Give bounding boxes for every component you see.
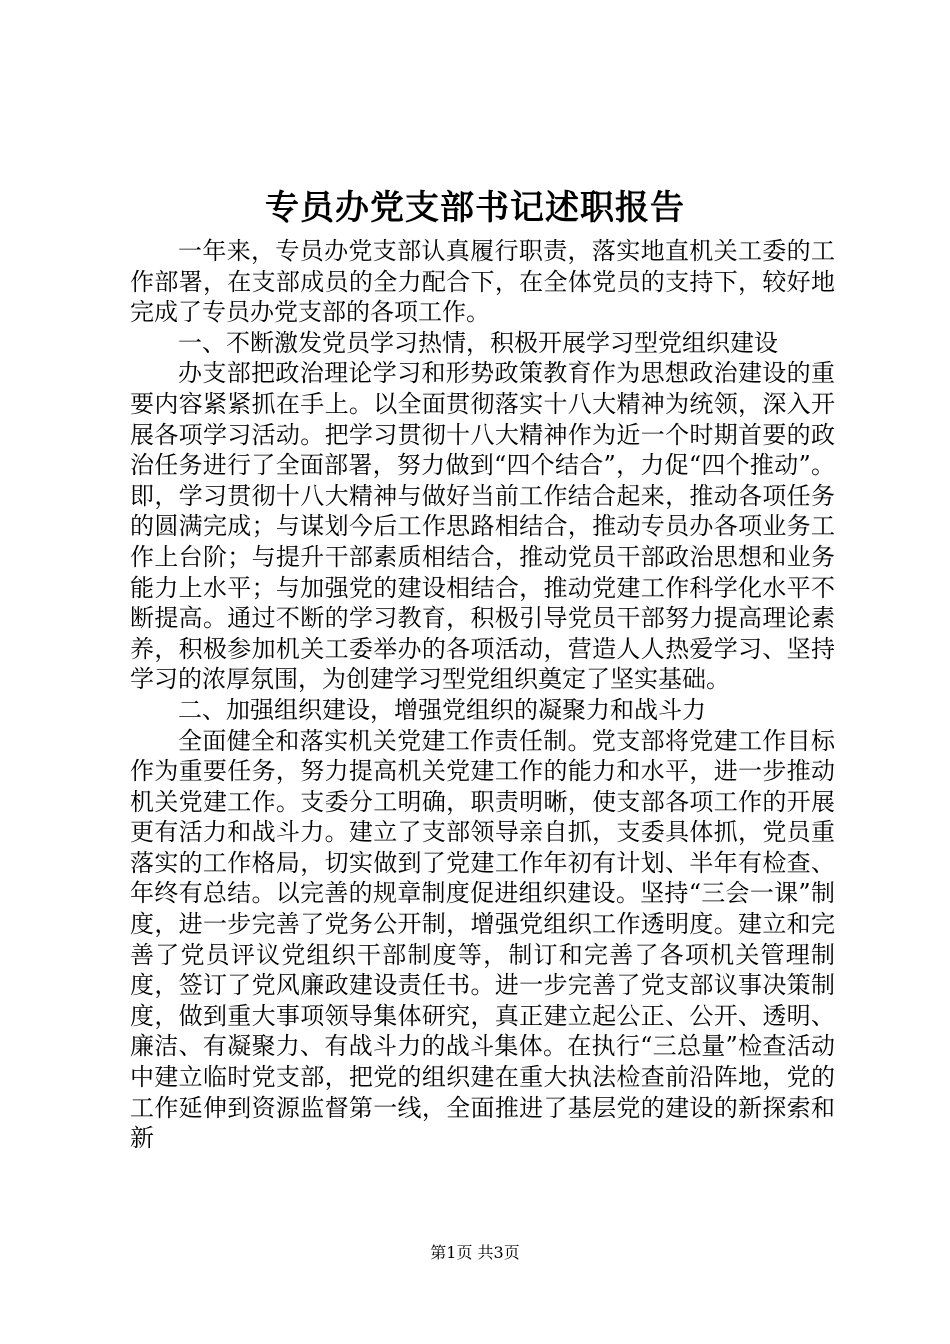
document-body: [130, 236, 835, 1154]
section-heading-1: 一、不断激发党员学习热情，积极开展学习型党组织建设: [178, 328, 778, 357]
paragraph-intro: 一年来，专员办党支部认真履行职责，落实地直机关工委的工作部署，在支部成员的全力配合下，在全体党员的支持下，较好地完成了专员办党支部的各项工作。: [130, 237, 835, 327]
paragraph-section-2: 全面健全和落实机关党建工作责任制。党支部将党建工作目标作为重要任务，努力提高机关党建工作的能力和水平，进一步推动机关党建工作。支委分工明确，职责明晰，使支部各项工作的开展更有活力和战斗力。建立了支部领导亲自抓，支委具体抓，党员重落实的工作格局，切实做到了党建工作年初有计划、半年有检查、年终有总结。以完善的规章制度促进组织建设。坚持“三会一课”制度，进一步完善了党务公开制，增强党组织工作透明度。建立和完善了党员评议党组织干部制度等，制订和完善了各项机关管理制度，签订了党风廉政建设责任书。进一步完善了党支部议事决策制度，做到重大事项领导集体研究，真正建立起公正、公开、透明、廉洁、有凝聚力、有战斗力的战斗集体。在执行“三总量”检查活动中建立临时党支部，把党的组织建在重大执法检查前沿阵地，党的工作延伸到资源监督第一线，全面推进了基层党的建设的新探索和新: [130, 726, 835, 1153]
paragraph-section-1: 办支部把政治理论学习和形势政策教育作为思想政治建设的重要内容紧紧抓在手上。以全面贯彻落实十八大精神为统领，深入开展各项学习活动。把学习贯彻十八大精神作为近一个时期首要的政治任务进行了全面部署，努力做到“四个结合”，力促“四个推动”。即，学习贯彻十八大精神与做好当前工作结合起来，推动各项任务的圆满完成；与谋划今后工作思路相结合，推动专员办各项业务工作上台阶；与提升干部素质相结合，推动党员干部政治思想和业务能力上水平；与加强党的建设相结合，推动党建工作科学化水平不断提高。通过不断的学习教育，积极引导党员干部努力提高理论素养，积极参加机关工委举办的各项活动，营造人人热爱学习、坚持学习的浓厚氛围，为创建学习型党组织奠定了坚实基础。: [130, 359, 835, 694]
page-number-footer: 第1页 共3页: [430, 1243, 520, 1262]
document-title: 专员办党支部书记述职报告: [265, 188, 685, 228]
section-heading-2: 二、加强组织建设，增强党组织的凝聚力和战斗力: [178, 695, 706, 724]
